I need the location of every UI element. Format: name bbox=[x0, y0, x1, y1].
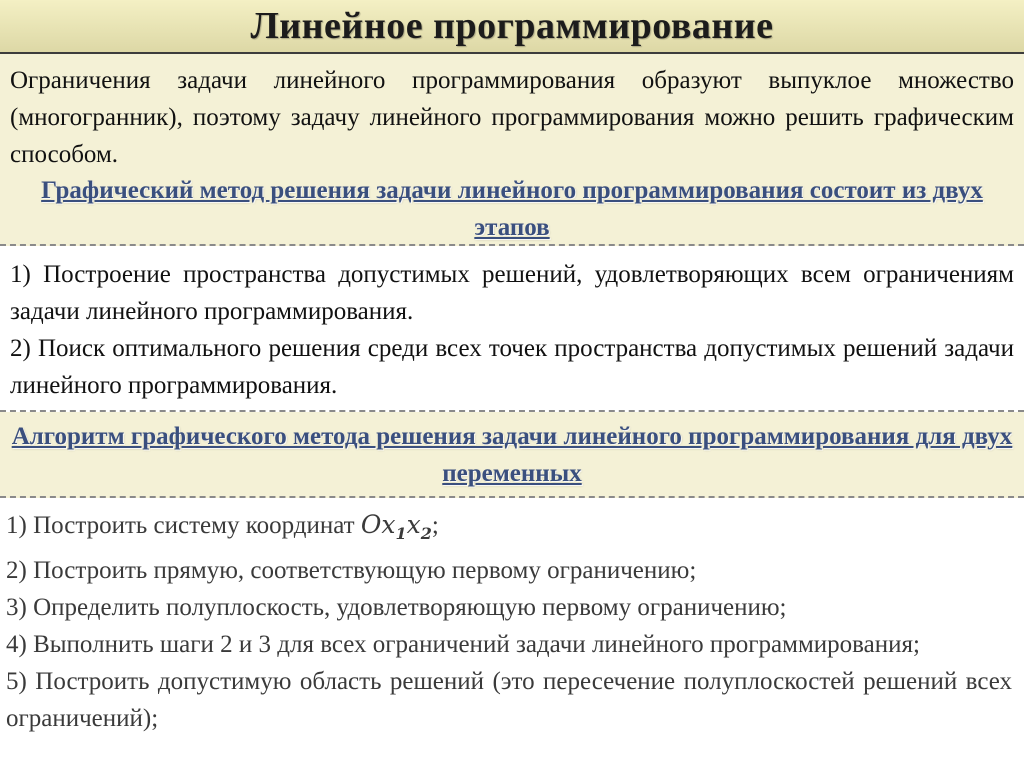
algorithm-step-punct: ; bbox=[431, 512, 439, 539]
algorithm-heading-section bbox=[0, 412, 1024, 498]
formula-origin: O bbox=[360, 510, 382, 539]
section-heading-method: Графический метод решения задачи линейного программирования состоит из двух этапов bbox=[41, 177, 983, 241]
section-heading-algorithm: Алгоритм графического метода решения задачи линейного программирования для двух переменных bbox=[11, 423, 1013, 487]
intro-paragraph: Ограничения задачи линейного программирования образуют выпуклое множество (многогранник), поэтому задачу линейного программирования можно решить графическим способом. bbox=[10, 67, 1014, 168]
page-title: Линейное программирование bbox=[250, 5, 774, 47]
formula-var-x: x bbox=[406, 510, 421, 539]
stage-item: 1) Построение пространства допустимых решений, удовлетворяющих всем ограничениям задачи линейного программирования. bbox=[10, 261, 1014, 325]
coordinate-system-formula bbox=[360, 510, 432, 543]
algorithm-step: 3) Определить полуплоскость, удовлетворяющую первому ограничению; bbox=[6, 594, 787, 621]
stage-item: 2) Поиск оптимального решения среди всех точек пространства допустимых решений задачи линейного программирования. bbox=[10, 335, 1014, 399]
algorithm-step bbox=[6, 506, 1012, 552]
algorithm-list bbox=[6, 506, 1012, 737]
algorithm-step: 5) Построить допустимую область решений (это пересечение полуплоскостей решений всех ограничений); bbox=[6, 668, 1012, 732]
formula-var-x: x bbox=[381, 510, 396, 539]
formula-subscript: 2 bbox=[420, 524, 432, 543]
stages-list bbox=[10, 256, 1014, 404]
algorithm-step: 2) Построить прямую, соответствующую первому ограничению; bbox=[6, 557, 697, 584]
formula-subscript: 1 bbox=[395, 524, 407, 543]
algorithm-step: 4) Выполнить шаги 2 и 3 для всех ограничений задачи линейного программирования; bbox=[6, 631, 920, 658]
algorithm-step-text: 1) Построить систему координат bbox=[6, 512, 361, 539]
algorithm-section bbox=[0, 498, 1024, 767]
stages-section bbox=[0, 246, 1024, 412]
intro-section bbox=[0, 54, 1024, 246]
title-bar bbox=[0, 0, 1024, 54]
